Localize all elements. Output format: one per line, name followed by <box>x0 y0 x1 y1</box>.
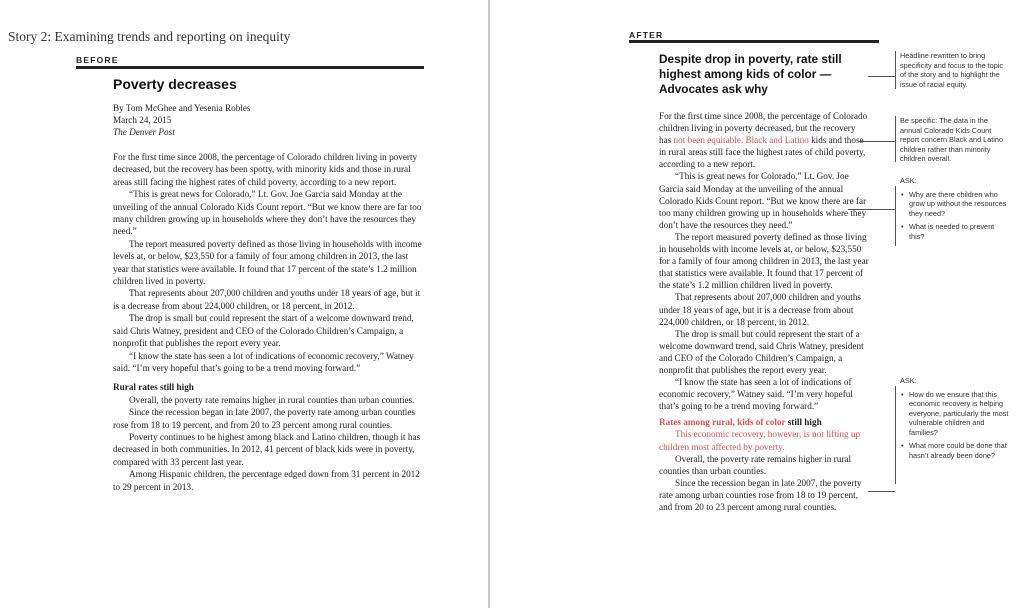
after-paragraph: Overall, the poverty rate remains higher in rural counties than urban counties. <box>659 453 852 476</box>
note-ask-2: ASK: • How do we ensure that this economic recovery is helping everyone, particularly the most vulnerable children and families? • What more could be done that hasn’t already been done? <box>900 376 1010 464</box>
note-specific: Be specific: The data in the annual Colorado Kids Count report concern Black and Latino children rather than minority children overall. <box>900 116 1004 163</box>
after-body <box>659 110 869 513</box>
before-paragraph: “I know the state has seen a lot of indications of economic recovery,” Watney said. “I’m very hopeful that’s going to be a trend moving forward.” <box>113 350 414 373</box>
ask-item: • What is needed to prevent this? <box>900 222 1010 241</box>
note-bracket <box>895 116 896 162</box>
before-headline: Poverty decreases <box>113 76 237 92</box>
after-paragraph: Since the recession began in late 2007, the poverty rate among urban counties rose from 18 to 19 percent, and from 20 to 23 percent among rural counties. <box>659 477 862 512</box>
after-rule <box>629 40 879 43</box>
before-paragraph: That represents about 207,000 children and youths under 18 years of age, but it is a decrease from about 224,000 children, or 18 percent, in 2012. <box>113 288 421 311</box>
before-paragraph: Since the recession began in late 2007, the poverty rate among urban counties rose from 18 to 19 percent, and from 20 to 23 percent among rural counties. <box>113 407 415 430</box>
ask-item: • How do we ensure that this economic recovery is helping everyone, particularly the most vulnerable children and families? <box>900 390 1010 438</box>
note-connector <box>868 76 895 77</box>
before-subhead: Rural rates still high <box>113 382 194 393</box>
before-byline <box>113 102 251 138</box>
after-paragraph-1: For the first time since 2008, the percentage of Colorado children living in poverty decreased, but the recovery has not been equitable. Black and Latino kids and those in rural areas still face the highest rates of child poverty, according to a new report. <box>659 111 868 170</box>
before-paragraph: Overall, the poverty rate remains higher in rural counties than urban counties. <box>129 394 415 405</box>
byline-date: March 24, 2015 <box>113 115 172 125</box>
before-rule <box>76 66 424 69</box>
before-paragraph: Among Hispanic children, the percentage edged down from 31 percent in 2012 to 29 percent in 2013. <box>113 469 420 492</box>
after-paragraph: “This is great news for Colorado,” Lt. Gov. Joe Garcia said Monday at the unveiling of the annual Colorado Kids Count report. “But we know there are far too many children growing up in households where they don’t have the resources they need.” <box>659 171 867 230</box>
equity-highlight: not been equitable. Black and Latino <box>673 135 809 146</box>
note-headline: Headline rewritten to bring specificity and focus to the topic of the story and to highlight the issue of racial equity. <box>900 51 1004 89</box>
before-paragraph: For the first time since 2008, the percentage of Colorado children living in poverty decreased, but the recovery has been spotty, with minority kids and those in rural areas still facing the highest rates of child poverty, according to a new report. <box>113 152 418 187</box>
before-paragraph: The drop is small but could represent the start of a welcome downward trend, said Chris Watney, president and CEO of the Colorado Children’s Campaign, a nonprofit that publishes the report every year. <box>113 313 414 349</box>
before-label: BEFORE <box>76 55 119 65</box>
before-paragraph: Poverty continues to be highest among black and Latino children, though it has decreased in both communities. In 2012, 41 percent of black kids were in poverty, compared with 33 percent last year. <box>113 431 421 467</box>
note-connector <box>848 209 895 210</box>
byline-authors: By Tom McGhee and Yesenia Robles <box>113 103 251 113</box>
after-label: AFTER <box>629 30 664 40</box>
note-bracket <box>895 386 896 484</box>
ask-item: • What more could be done that hasn’t already been done? <box>900 441 1010 460</box>
after-headline: Despite drop in poverty, rate still highest among kids of color — Advocates ask why <box>659 52 842 96</box>
after-paragraph: “I know the state has seen a lot of indications of economic recovery,” Watney said. “I’m very hopeful that’s going to be a trend moving forward.” <box>659 377 853 412</box>
page-divider <box>488 0 490 608</box>
note-ask-1: ASK: • Why are there children who grow up without the resources they need? • What is needed to prevent this? <box>900 176 1010 245</box>
story-label: Story 2: Examining trends and reporting on inequity <box>8 29 291 44</box>
note-bracket <box>895 51 896 89</box>
note-connector <box>859 141 895 142</box>
after-paragraph: The drop is small but could represent the start of a welcome downward trend, said Chris Watney, president and CEO of the Colorado Children’s Campaign, a nonprofit that publishes the report every year. <box>659 328 864 375</box>
after-paragraph: The report measured poverty defined as those living in households with income levels at, or below, $23,550 for a family of four among children in 2013, the last year that statistics were available. It found that 17 percent of the state’s 1.2 million children lived in poverty. <box>659 231 869 291</box>
before-paragraph: “This is great news for Colorado,” Lt. Gov. Joe Garcia said Monday at the unveiling of the annual Colorado Kids Count report. “But we know there are far too many children growing up in households where they don’t have the resources they need.” <box>113 189 422 237</box>
ask-item: • Why are there children who grow up without the resources they need? <box>900 190 1010 219</box>
note-connector <box>868 491 895 492</box>
byline-outlet: The Denver Post <box>113 127 175 137</box>
after-paragraph: That represents about 207,000 children and youths under 18 years of age, but it is a decrease from about 224,000 children, or 18 percent, in 2012. <box>659 292 862 327</box>
before-body <box>113 151 425 493</box>
before-paragraph: The report measured poverty defined as those living in households with income levels at, or below, $23,550 for a family of four among children in 2013, the last year that statistics were available. It found that 17 percent of the state’s 1.2 million children lived in poverty. <box>113 238 422 287</box>
after-subhead: Rates among rural, kids of color still high <box>659 417 822 428</box>
after-red-paragraph: This economic recovery, however, is not lifting up children most affected by poverty. <box>659 429 861 452</box>
note-bracket <box>895 186 896 246</box>
